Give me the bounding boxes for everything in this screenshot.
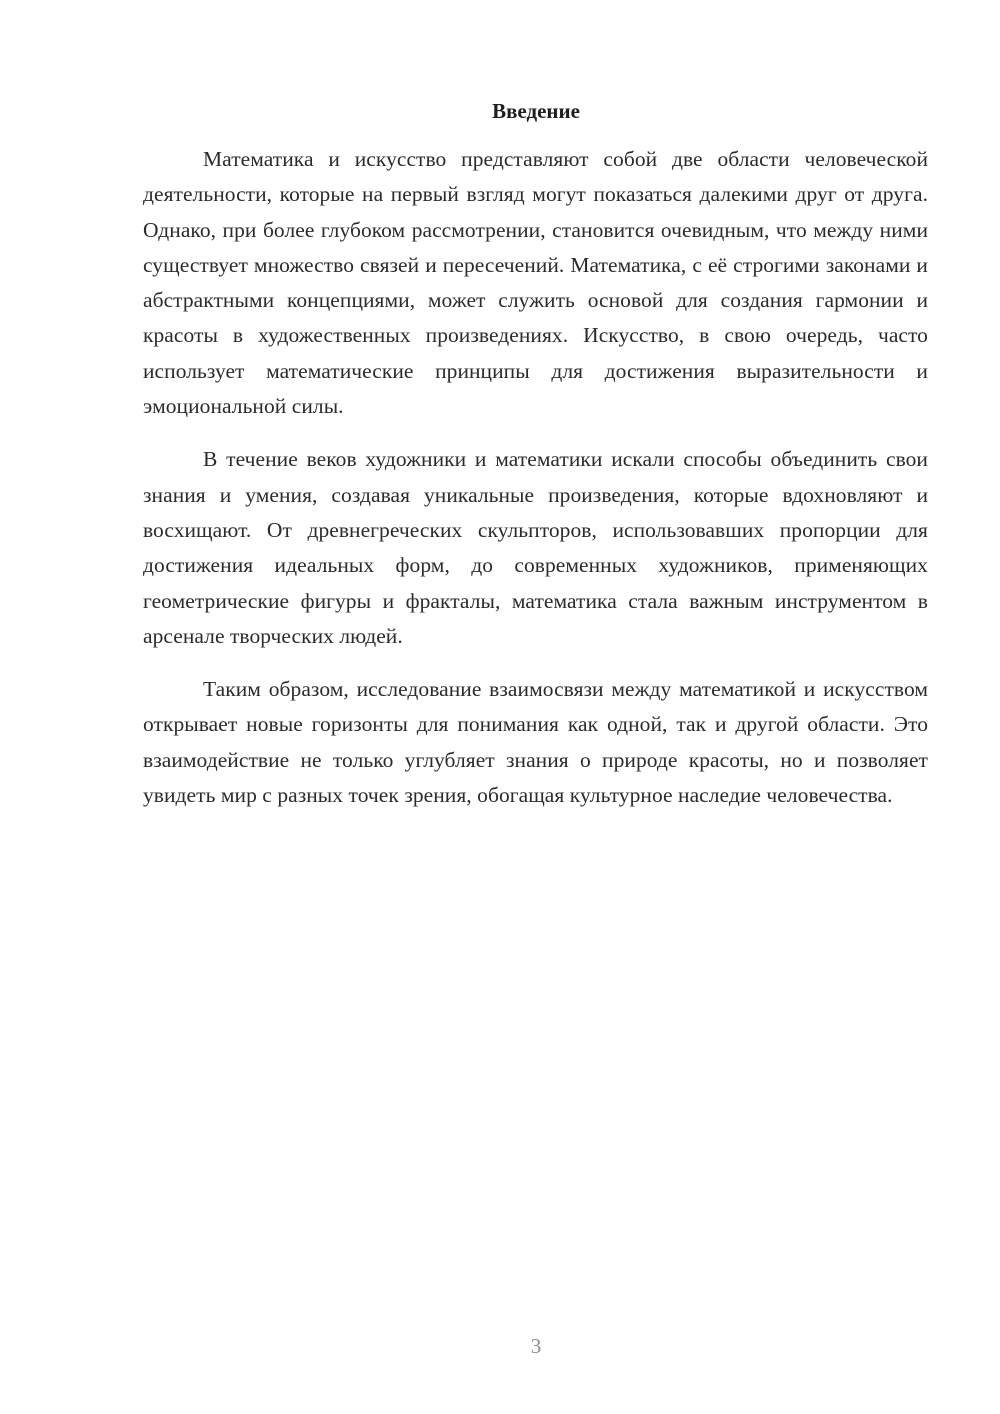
- paragraph-1: Математика и искусство представляют собой две области человеческой деятельности, которые на первый взгляд могут показаться далекими друг от друга. Однако, при более глубоком рассмотрении, становится очевидным, что между ними существует множество связей и пересечений. Математика, с её строгими законами и абстрактными концепциями, может служить основой для создания гармонии и красоты в художественных произведениях. Искусство, в свою очередь, часто использует математические принципы для достижения выразительности и эмоциональной силы.: [143, 147, 928, 419]
- page-number: 3: [530, 1334, 542, 1358]
- body-text: [143, 142, 928, 831]
- section-title: Введение: [492, 99, 580, 123]
- paragraph-2: В течение веков художники и математики искали способы объединить свои знания и умения, создавая уникальные произведения, которые вдохновляют и восхищают. От древнегреческих скульпторов, использовавших пропорции для достижения идеальных форм, до современных художников, применяющих геометрические фигуры и фракталы, математика стала важным инструментом в арсенале творческих людей.: [143, 447, 928, 648]
- paragraph-3: Таким образом, исследование взаимосвязи между математикой и искусством открывает новые горизонты для понимания как одной, так и другой области. Это взаимодействие не только углубляет знания о природе красоты, но и позволяет увидеть мир с разных точек зрения, обогащая культурное наследие человечества.: [143, 677, 928, 808]
